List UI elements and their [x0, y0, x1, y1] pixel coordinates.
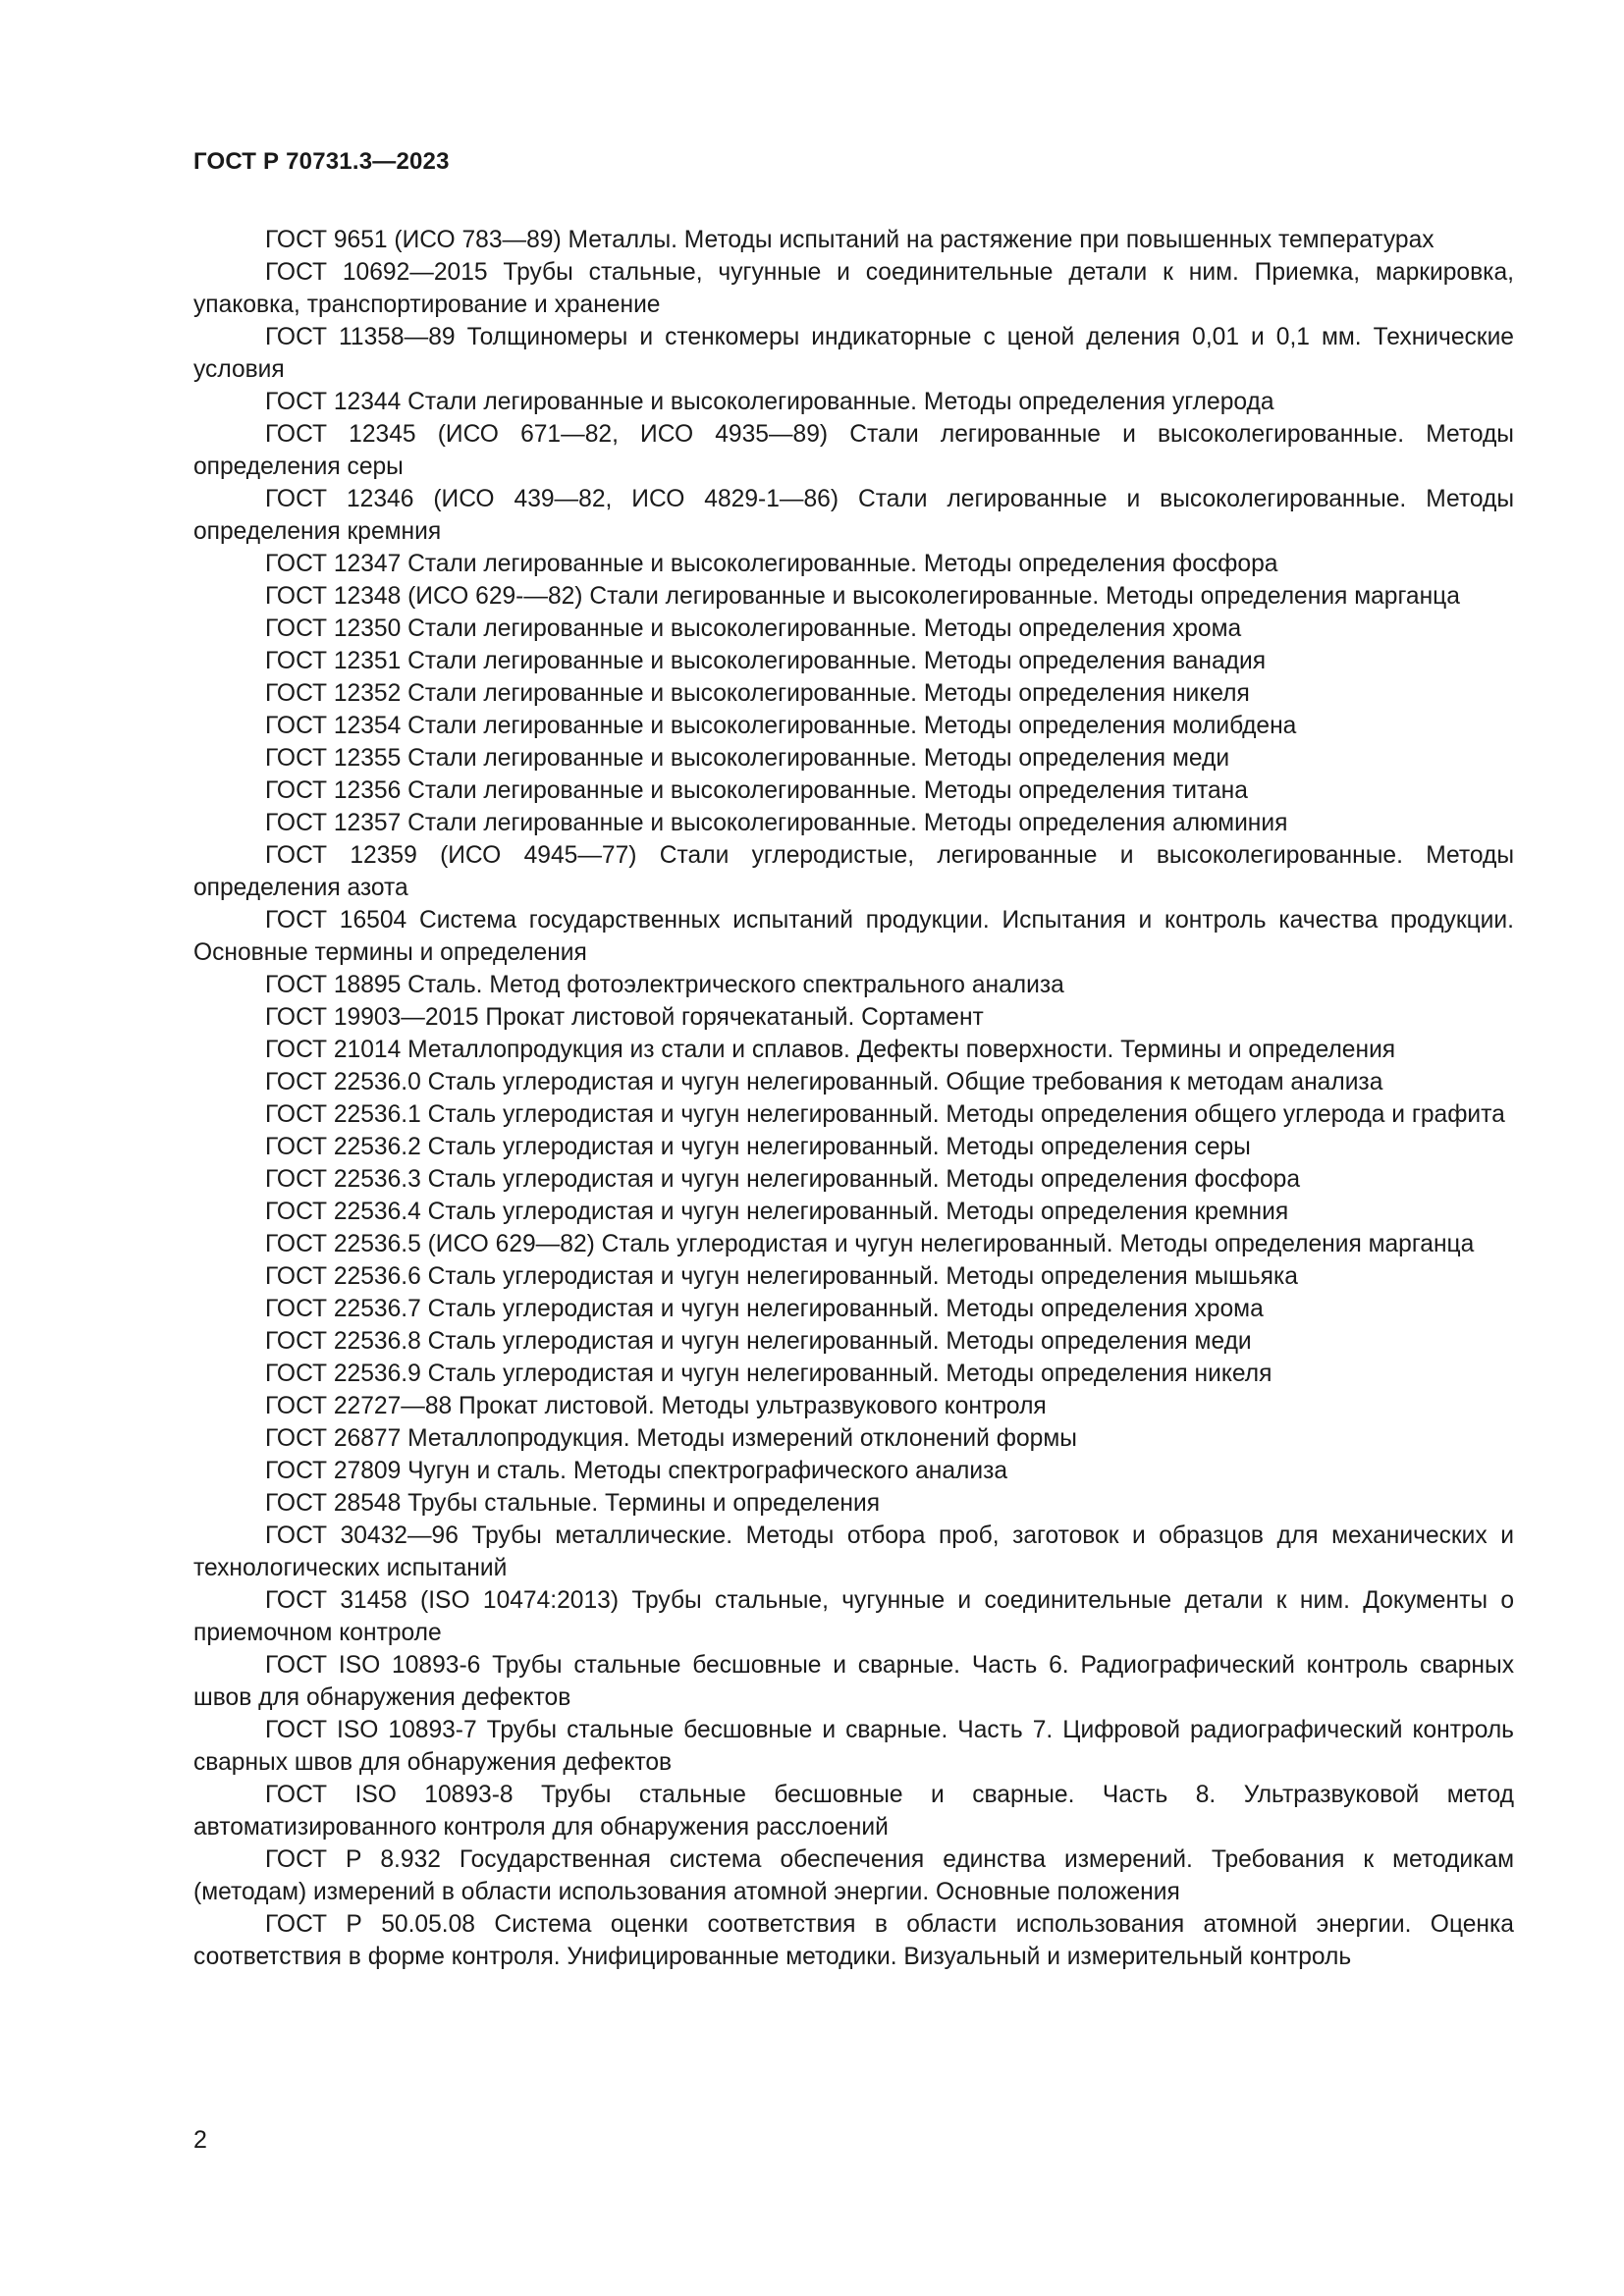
reference-entry: ГОСТ 27809 Чугун и сталь. Методы спектрографического анализа	[265, 1458, 1008, 1484]
reference-entry: ГОСТ 12351 Стали легированные и высоколегированные. Методы определения ванадия	[265, 648, 1267, 674]
reference-entry: ГОСТ 11358—89 Толщиномеры и стенкомеры индикаторные с ценой деления 0,01 и 0,1 мм. Технические условия	[193, 324, 1514, 383]
page-number: 2	[193, 2126, 207, 2154]
reference-entry: ГОСТ 12345 (ИСО 671—82, ИСО 4935—89) Стали легированные и высоколегированные. Методы определения серы	[193, 421, 1514, 480]
reference-entry: ГОСТ 18895 Сталь. Метод фотоэлектрического спектрального анализа	[265, 972, 1064, 998]
reference-entry: ГОСТ Р 50.05.08 Система оценки соответствия в области использования атомной энергии. Оценка соответствия в форме контроля. Унифицированные методики. Визуальный и измерительный контроль	[193, 1911, 1514, 1970]
reference-entry: ГОСТ 9651 (ИСО 783—89) Металлы. Методы испытаний на растяжение при повышенных температурах	[265, 227, 1435, 253]
reference-entry: ГОСТ 19903—2015 Прокат листовой горячекатаный. Сортамент	[265, 1004, 984, 1031]
reference-entry: ГОСТ 21014 Металлопродукция из стали и сплавов. Дефекты поверхности. Термины и определения	[265, 1037, 1396, 1063]
reference-entry: ГОСТ 16504 Система государственных испытаний продукции. Испытания и контроль качества продукции. Основные термины и определения	[193, 907, 1514, 966]
document-header: ГОСТ Р 70731.3—2023	[193, 148, 450, 175]
reference-entry: ГОСТ 12354 Стали легированные и высоколегированные. Методы определения молибдена	[265, 713, 1297, 739]
reference-entry: ГОСТ ISO 10893-7 Трубы стальные бесшовные и сварные. Часть 7. Цифровой радиографический контроль сварных швов для обнаружения дефектов	[193, 1717, 1514, 1776]
reference-entry: ГОСТ 12347 Стали легированные и высоколегированные. Методы определения фосфора	[265, 551, 1278, 577]
reference-entry: ГОСТ 12359 (ИСО 4945—77) Стали углеродистые, легированные и высоколегированные. Методы определения азота	[193, 842, 1514, 901]
reference-entry: ГОСТ 22536.4 Сталь углеродистая и чугун нелегированный. Методы определения кремния	[265, 1199, 1289, 1225]
reference-entry: ГОСТ 12352 Стали легированные и высоколегированные. Методы определения никеля	[265, 680, 1250, 707]
reference-entry: ГОСТ 12348 (ИСО 629-—82) Стали легированные и высоколегированные. Методы определения марганца	[265, 583, 1460, 610]
reference-entry: ГОСТ 22536.6 Сталь углеродистая и чугун нелегированный. Методы определения мышьяка	[265, 1263, 1298, 1290]
reference-entry: ГОСТ ISO 10893-8 Трубы стальные бесшовные и сварные. Часть 8. Ультразвуковой метод автоматизированного контроля для обнаружения расслоений	[193, 1782, 1514, 1841]
reference-entry: ГОСТ 22727—88 Прокат листовой. Методы ультразвукового контроля	[265, 1393, 1047, 1419]
reference-entry: ГОСТ 10692—2015 Трубы стальные, чугунные и соединительные детали к ним. Приемка, маркировка, упаковка, транспортирование и хранение	[193, 259, 1514, 318]
reference-entry: ГОСТ 22536.9 Сталь углеродистая и чугун нелегированный. Методы определения никеля	[265, 1361, 1272, 1387]
reference-entry: ГОСТ 22536.1 Сталь углеродистая и чугун нелегированный. Методы определения общего углерода и графита	[265, 1101, 1505, 1128]
reference-entry: ГОСТ 31458 (ISO 10474:2013) Трубы стальные, чугунные и соединительные детали к ним. Документы о приемочном контроле	[193, 1587, 1514, 1646]
reference-entry: ГОСТ 22536.8 Сталь углеродистая и чугун нелегированный. Методы определения меди	[265, 1328, 1252, 1355]
normative-references-list	[193, 224, 1514, 1973]
reference-entry: ГОСТ 12346 (ИСО 439—82, ИСО 4829-1—86) Стали легированные и высоколегированные. Методы определения кремния	[193, 486, 1514, 545]
reference-entry: ГОСТ 26877 Металлопродукция. Методы измерений отклонений формы	[265, 1425, 1077, 1452]
reference-entry: ГОСТ 12350 Стали легированные и высоколегированные. Методы определения хрома	[265, 615, 1242, 642]
reference-entry: ГОСТ 12357 Стали легированные и высоколегированные. Методы определения алюминия	[265, 810, 1288, 836]
reference-entry: ГОСТ 22536.5 (ИСО 629—82) Сталь углеродистая и чугун нелегированный. Методы определения марганца	[265, 1231, 1475, 1257]
reference-entry: ГОСТ 12356 Стали легированные и высоколегированные. Методы определения титана	[265, 777, 1248, 804]
reference-entry: ГОСТ Р 8.932 Государственная система обеспечения единства измерений. Требования к методикам (методам) измерений в области использования атомной энергии. Основные положения	[193, 1846, 1514, 1905]
reference-entry: ГОСТ ISO 10893-6 Трубы стальные бесшовные и сварные. Часть 6. Радиографический контроль сварных швов для обнаружения дефектов	[193, 1652, 1514, 1711]
reference-entry: ГОСТ 12344 Стали легированные и высоколегированные. Методы определения углерода	[265, 389, 1274, 415]
reference-entry: ГОСТ 22536.7 Сталь углеродистая и чугун нелегированный. Методы определения хрома	[265, 1296, 1264, 1322]
reference-entry: ГОСТ 22536.0 Сталь углеродистая и чугун нелегированный. Общие требования к методам анализа	[265, 1069, 1383, 1095]
reference-entry: ГОСТ 22536.3 Сталь углеродистая и чугун нелегированный. Методы определения фосфора	[265, 1166, 1301, 1193]
reference-entry: ГОСТ 12355 Стали легированные и высоколегированные. Методы определения меди	[265, 745, 1230, 772]
reference-entry: ГОСТ 22536.2 Сталь углеродистая и чугун нелегированный. Методы определения серы	[265, 1134, 1251, 1160]
reference-entry: ГОСТ 28548 Трубы стальные. Термины и определения	[265, 1490, 881, 1517]
reference-entry: ГОСТ 30432—96 Трубы металлические. Методы отбора проб, заготовок и образцов для механических и технологических испытаний	[193, 1522, 1514, 1581]
